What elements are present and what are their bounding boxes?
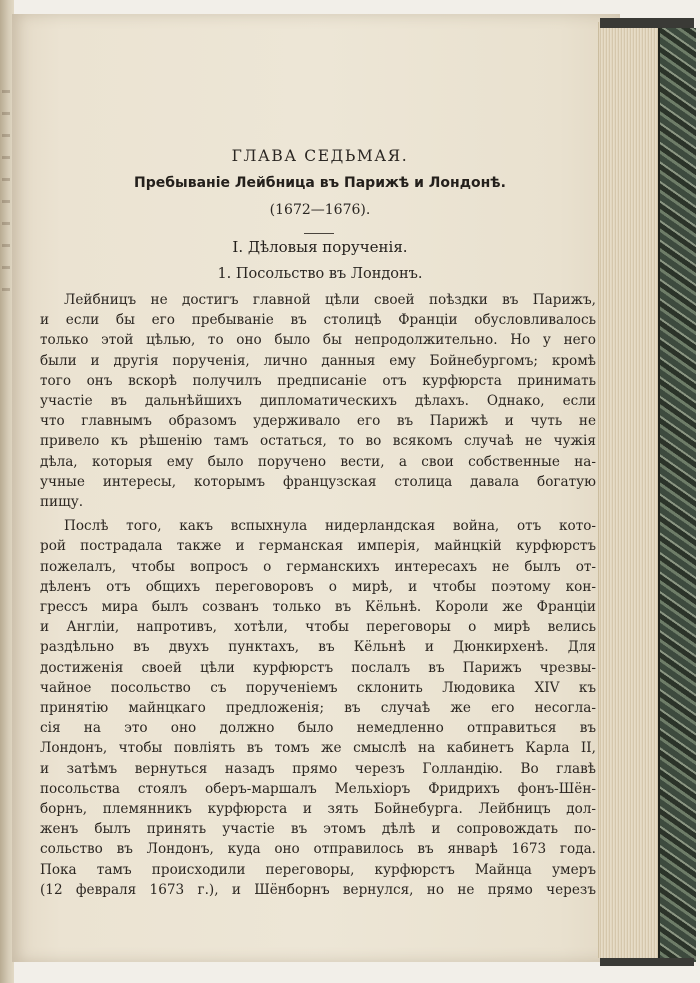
text-line: посольства стоялъ оберъ-маршалъ Мельхіоръ Фридрихъ фонъ-Шён- xyxy=(40,780,596,797)
text-line: грессъ мира былъ созванъ только въ Кёльнѣ. Короли же Франціи xyxy=(40,599,596,616)
text-line: женъ былъ принять участіе въ этомъ дѣлѣ и сопровождать по- xyxy=(40,821,596,838)
text-line: достиженія своей цѣли курфюрстъ послалъ въ Парижъ чрезвы- xyxy=(40,659,596,676)
text-line: были и другія порученія, лично данныя ему Бойнебургомъ; кромѣ xyxy=(40,352,596,369)
paragraph-2 xyxy=(40,516,596,900)
text-line: (12 февраля 1673 г.), и Шёнборнъ вернулся, но не прямо черезъ xyxy=(40,881,596,898)
heading-divider xyxy=(304,233,334,234)
text-line: сія на это оно должно было немедленно отправиться въ xyxy=(40,720,596,737)
text-line: и если бы его пребываніе въ столицѣ Франціи обусловливалось xyxy=(40,312,596,329)
text-line: Послѣ того, какъ вспыхнула нидерландская война, отъ кото- xyxy=(64,518,596,535)
subsection-title: 1. Посольство въ Лондонъ. xyxy=(217,266,423,282)
text-line: Лейбницъ не достигъ главной цѣли своей поѣздки въ Парижъ, xyxy=(64,292,596,308)
text-line: сольство въ Лондонъ, куда оно отправилось въ январѣ 1673 года. xyxy=(40,841,596,858)
text-line: чайное посольство съ порученіемъ склонить Людовика XIV къ xyxy=(40,679,596,696)
text-line: участіе въ дальнѣйшихъ дипломатическихъ дѣлахъ. Однако, если xyxy=(40,393,596,410)
paragraph-1 xyxy=(40,290,596,512)
chapter-title: ГЛАВА СЕДЬМАЯ. xyxy=(231,147,409,165)
text-line: дѣленъ отъ общихъ переговоровъ о мирѣ, и чтобы поэтому кон- xyxy=(40,578,596,595)
marbled-cover xyxy=(658,28,696,962)
text-line: учные интересы, которымъ французская столица давала богатую xyxy=(40,473,596,490)
text-line: того онъ вскорѣ получилъ предписаніе отъ курфюрста принимать xyxy=(40,372,596,389)
text-line: борнъ, племянникъ курфюрста и зять Бойнебурга. Лейбницъ дол- xyxy=(40,801,596,818)
text-line: пожелалъ, чтобы вопросъ о германскихъ интересахъ не былъ от- xyxy=(40,558,596,575)
text-line: принятію майнцкаго предложенія; въ случаѣ же его несогла- xyxy=(40,700,596,717)
text-line: что главнымъ образомъ удерживало его въ Парижѣ и чуть не xyxy=(40,413,596,430)
previous-page-marks xyxy=(2,90,10,310)
chapter-years: (1672—1676). xyxy=(269,202,371,218)
page-block-edge xyxy=(598,22,661,958)
text-line: рой пострадала также и германская имперія, майнцкій курфюрстъ xyxy=(40,538,596,555)
chapter-subtitle: Пребываніе Лейбница въ Парижѣ и Лондонѣ. xyxy=(134,175,506,191)
text-line: только этой цѣлью, то оно было бы непродолжительно. Но у него xyxy=(40,332,596,349)
text-line: пищу. xyxy=(40,494,84,511)
text-line: Пока тамъ происходили переговоры, курфюрстъ Майнца умеръ xyxy=(40,861,596,878)
cover-top-edge xyxy=(600,18,694,28)
section-title: I. Дѣловыя порученія. xyxy=(232,238,408,256)
text-line: и затѣмъ вернуться назадъ прямо черезъ Голландію. Во главѣ xyxy=(40,760,596,777)
text-line: дѣла, которыя ему было поручено вести, а свои собственные на- xyxy=(40,453,596,470)
text-line: привело къ рѣшенію тамъ остаться, то во всякомъ случаѣ не чужія xyxy=(40,433,596,450)
text-line: раздѣльно въ двухъ пунктахъ, въ Кёльнѣ и Дюнкирхенѣ. Для xyxy=(40,639,596,656)
text-line: и Англіи, напротивъ, хотѣли, чтобы переговоры о мирѣ велись xyxy=(40,619,596,636)
text-line: Лондонъ, чтобы повліять въ томъ же смыслѣ на кабинетъ Карла II, xyxy=(40,740,596,757)
cover-bottom-edge xyxy=(600,958,694,966)
body-text xyxy=(40,290,596,900)
